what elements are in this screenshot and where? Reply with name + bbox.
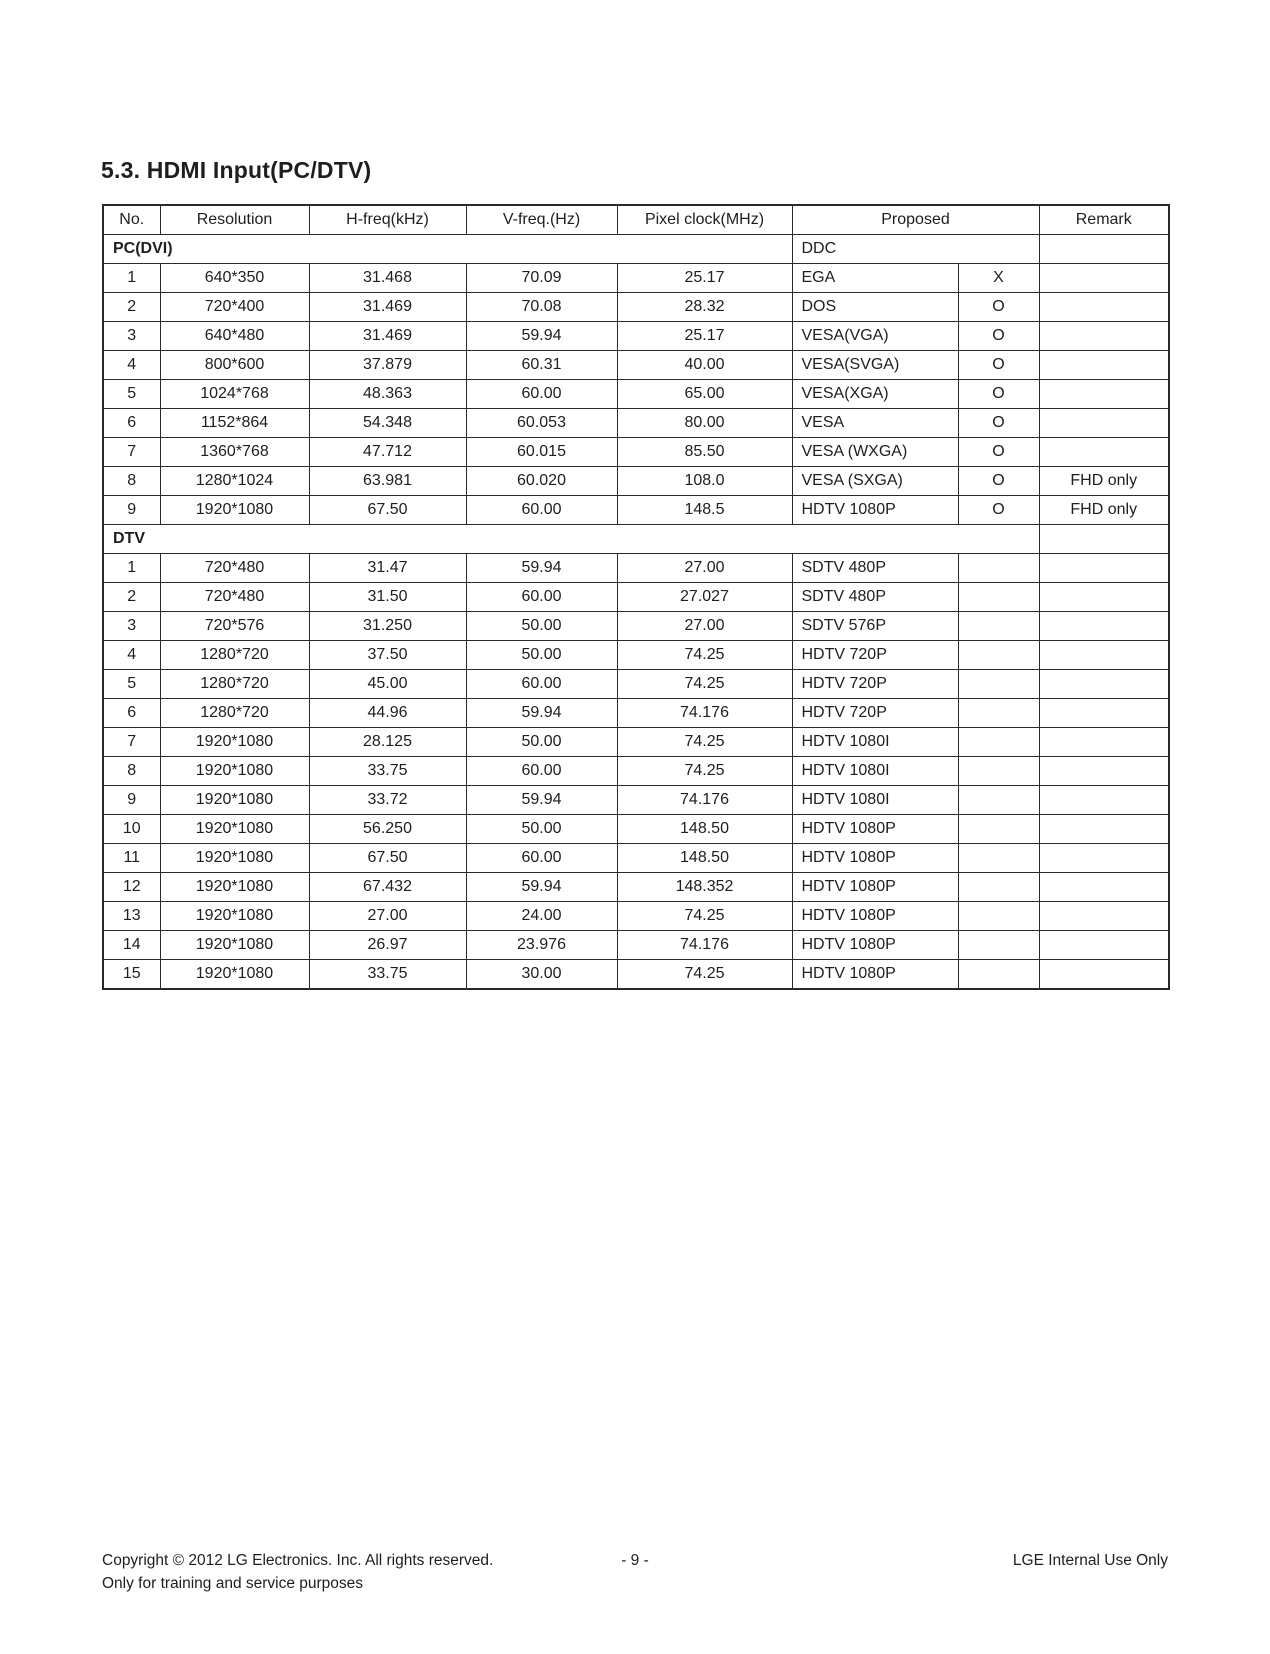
cell-resolution: 1920*1080 <box>160 728 309 757</box>
cell-v-freq: 24.00 <box>466 902 617 931</box>
cell-proposed: SDTV 576P <box>792 612 958 641</box>
cell-pixel-clock: 28.32 <box>617 293 792 322</box>
cell-proposed: VESA (WXGA) <box>792 438 958 467</box>
cell-no: 15 <box>103 960 160 990</box>
cell-remark <box>1039 844 1169 873</box>
cell-pixel-clock: 148.352 <box>617 873 792 902</box>
cell-proposed-status <box>958 873 1039 902</box>
header-cell-remark: Remark <box>1039 205 1169 235</box>
cell-proposed-status <box>958 931 1039 960</box>
cell-proposed-status: O <box>958 409 1039 438</box>
table-row <box>103 728 1169 757</box>
cell-proposed: VESA(SVGA) <box>792 351 958 380</box>
cell-pixel-clock: 74.176 <box>617 699 792 728</box>
cell-proposed: VESA(VGA) <box>792 322 958 351</box>
cell-proposed-status <box>958 757 1039 786</box>
cell-no: 12 <box>103 873 160 902</box>
cell-pixel-clock: 74.176 <box>617 786 792 815</box>
cell-proposed-status <box>958 554 1039 583</box>
cell-resolution: 640*480 <box>160 322 309 351</box>
cell-v-freq: 59.94 <box>466 554 617 583</box>
cell-resolution: 720*400 <box>160 293 309 322</box>
cell-proposed-status <box>958 844 1039 873</box>
cell-proposed-status <box>958 670 1039 699</box>
cell-proposed-status: O <box>958 467 1039 496</box>
cell-v-freq: 60.31 <box>466 351 617 380</box>
cell-pixel-clock: 148.50 <box>617 815 792 844</box>
cell-pixel-clock: 148.50 <box>617 844 792 873</box>
cell-proposed: HDTV 1080P <box>792 496 958 525</box>
cell-proposed: VESA <box>792 409 958 438</box>
header-cell-no: No. <box>103 205 160 235</box>
cell-pixel-clock: 74.25 <box>617 641 792 670</box>
table-row <box>103 815 1169 844</box>
cell-proposed: HDTV 1080P <box>792 931 958 960</box>
cell-resolution: 720*480 <box>160 583 309 612</box>
cell-proposed: HDTV 1080I <box>792 728 958 757</box>
cell-no: 3 <box>103 322 160 351</box>
cell-no: 6 <box>103 699 160 728</box>
cell-v-freq: 50.00 <box>466 815 617 844</box>
table-row <box>103 873 1169 902</box>
section-note-cell: DDC <box>792 235 1039 264</box>
cell-proposed: HDTV 1080P <box>792 902 958 931</box>
table-row <box>103 699 1169 728</box>
cell-resolution: 1360*768 <box>160 438 309 467</box>
table-row <box>103 844 1169 873</box>
cell-remark <box>1039 264 1169 293</box>
cell-proposed: HDTV 1080P <box>792 844 958 873</box>
cell-proposed: HDTV 1080I <box>792 786 958 815</box>
cell-v-freq: 59.94 <box>466 873 617 902</box>
cell-no: 8 <box>103 757 160 786</box>
cell-proposed: EGA <box>792 264 958 293</box>
cell-no: 5 <box>103 380 160 409</box>
cell-v-freq: 50.00 <box>466 612 617 641</box>
cell-h-freq: 67.50 <box>309 844 466 873</box>
cell-remark <box>1039 293 1169 322</box>
hdmi-table-body <box>103 235 1169 990</box>
cell-no: 8 <box>103 467 160 496</box>
cell-resolution: 1920*1080 <box>160 931 309 960</box>
cell-no: 1 <box>103 264 160 293</box>
cell-remark <box>1039 873 1169 902</box>
cell-remark <box>1039 931 1169 960</box>
cell-h-freq: 48.363 <box>309 380 466 409</box>
cell-pixel-clock: 74.176 <box>617 931 792 960</box>
cell-pixel-clock: 148.5 <box>617 496 792 525</box>
cell-proposed: VESA (SXGA) <box>792 467 958 496</box>
cell-proposed: HDTV 1080P <box>792 815 958 844</box>
cell-remark <box>1039 322 1169 351</box>
cell-h-freq: 31.47 <box>309 554 466 583</box>
cell-no: 9 <box>103 496 160 525</box>
hdmi-timing-table <box>102 204 1170 990</box>
cell-proposed-status: O <box>958 438 1039 467</box>
cell-h-freq: 37.50 <box>309 641 466 670</box>
cell-v-freq: 59.94 <box>466 786 617 815</box>
cell-no: 7 <box>103 728 160 757</box>
cell-proposed: HDTV 720P <box>792 699 958 728</box>
cell-resolution: 1280*720 <box>160 699 309 728</box>
section-remark-cell <box>1039 235 1169 264</box>
cell-remark <box>1039 438 1169 467</box>
cell-pixel-clock: 74.25 <box>617 757 792 786</box>
table-row <box>103 554 1169 583</box>
cell-pixel-clock: 40.00 <box>617 351 792 380</box>
cell-proposed: HDTV 1080P <box>792 960 958 990</box>
cell-proposed-status: O <box>958 322 1039 351</box>
cell-proposed-status: O <box>958 293 1039 322</box>
section-row <box>103 525 1169 554</box>
cell-remark <box>1039 612 1169 641</box>
header-cell-proposed: Proposed <box>792 205 1039 235</box>
cell-h-freq: 27.00 <box>309 902 466 931</box>
table-row <box>103 467 1169 496</box>
table-row <box>103 409 1169 438</box>
section-label-cell: DTV <box>103 525 1039 554</box>
cell-no: 4 <box>103 641 160 670</box>
cell-resolution: 1920*1080 <box>160 873 309 902</box>
cell-h-freq: 31.250 <box>309 612 466 641</box>
cell-no: 6 <box>103 409 160 438</box>
cell-no: 2 <box>103 583 160 612</box>
cell-resolution: 720*576 <box>160 612 309 641</box>
cell-proposed: SDTV 480P <box>792 583 958 612</box>
cell-v-freq: 59.94 <box>466 322 617 351</box>
cell-h-freq: 33.75 <box>309 757 466 786</box>
cell-remark <box>1039 670 1169 699</box>
cell-resolution: 1920*1080 <box>160 786 309 815</box>
header-cell-h-freq: H-freq(kHz) <box>309 205 466 235</box>
cell-pixel-clock: 27.00 <box>617 612 792 641</box>
cell-proposed-status: X <box>958 264 1039 293</box>
cell-v-freq: 60.00 <box>466 670 617 699</box>
cell-h-freq: 67.50 <box>309 496 466 525</box>
cell-v-freq: 50.00 <box>466 728 617 757</box>
cell-pixel-clock: 108.0 <box>617 467 792 496</box>
table-row <box>103 641 1169 670</box>
cell-h-freq: 45.00 <box>309 670 466 699</box>
cell-remark <box>1039 815 1169 844</box>
cell-v-freq: 50.00 <box>466 641 617 670</box>
cell-resolution: 800*600 <box>160 351 309 380</box>
cell-resolution: 1280*1024 <box>160 467 309 496</box>
cell-v-freq: 30.00 <box>466 960 617 990</box>
cell-remark <box>1039 583 1169 612</box>
cell-proposed: HDTV 720P <box>792 670 958 699</box>
cell-no: 10 <box>103 815 160 844</box>
cell-h-freq: 47.712 <box>309 438 466 467</box>
cell-remark <box>1039 554 1169 583</box>
section-label-cell: PC(DVI) <box>103 235 792 264</box>
cell-no: 13 <box>103 902 160 931</box>
cell-no: 3 <box>103 612 160 641</box>
cell-h-freq: 37.879 <box>309 351 466 380</box>
cell-proposed-status <box>958 612 1039 641</box>
table-row <box>103 786 1169 815</box>
table-row <box>103 902 1169 931</box>
table-row <box>103 380 1169 409</box>
cell-v-freq: 70.09 <box>466 264 617 293</box>
cell-pixel-clock: 25.17 <box>617 322 792 351</box>
cell-v-freq: 60.015 <box>466 438 617 467</box>
cell-no: 9 <box>103 786 160 815</box>
cell-remark <box>1039 409 1169 438</box>
table-row <box>103 960 1169 990</box>
cell-h-freq: 28.125 <box>309 728 466 757</box>
cell-no: 4 <box>103 351 160 380</box>
page-title: 5.3. HDMI Input(PC/DTV) <box>101 157 372 183</box>
cell-v-freq: 70.08 <box>466 293 617 322</box>
cell-proposed: DOS <box>792 293 958 322</box>
cell-h-freq: 31.469 <box>309 322 466 351</box>
cell-no: 2 <box>103 293 160 322</box>
cell-no: 14 <box>103 931 160 960</box>
cell-v-freq: 60.00 <box>466 844 617 873</box>
cell-h-freq: 26.97 <box>309 931 466 960</box>
table-header-row <box>103 205 1169 235</box>
footer-copyright-line2: Only for training and service purposes <box>102 1575 364 1592</box>
cell-remark <box>1039 757 1169 786</box>
cell-h-freq: 33.75 <box>309 960 466 990</box>
cell-resolution: 1024*768 <box>160 380 309 409</box>
cell-v-freq: 60.00 <box>466 380 617 409</box>
cell-resolution: 1920*1080 <box>160 815 309 844</box>
cell-pixel-clock: 74.25 <box>617 960 792 990</box>
footer-copyright-line1: Copyright © 2012 LG Electronics. Inc. All rights reserved. <box>102 1552 494 1569</box>
table-row <box>103 583 1169 612</box>
cell-no: 11 <box>103 844 160 873</box>
cell-proposed-status <box>958 786 1039 815</box>
cell-h-freq: 31.469 <box>309 293 466 322</box>
footer-page-number: - 9 - <box>621 1552 649 1569</box>
cell-resolution: 1920*1080 <box>160 902 309 931</box>
section-row <box>103 235 1169 264</box>
cell-pixel-clock: 25.17 <box>617 264 792 293</box>
cell-resolution: 1920*1080 <box>160 960 309 990</box>
table-row <box>103 264 1169 293</box>
table-row <box>103 931 1169 960</box>
cell-h-freq: 31.468 <box>309 264 466 293</box>
table-row <box>103 670 1169 699</box>
cell-proposed-status <box>958 699 1039 728</box>
cell-proposed-status: O <box>958 351 1039 380</box>
cell-proposed-status <box>958 960 1039 990</box>
cell-remark <box>1039 960 1169 990</box>
cell-proposed-status <box>958 728 1039 757</box>
cell-proposed-status <box>958 641 1039 670</box>
table-row <box>103 438 1169 467</box>
cell-v-freq: 60.00 <box>466 757 617 786</box>
header-cell-resolution: Resolution <box>160 205 309 235</box>
cell-h-freq: 31.50 <box>309 583 466 612</box>
cell-resolution: 720*480 <box>160 554 309 583</box>
cell-pixel-clock: 27.00 <box>617 554 792 583</box>
cell-remark <box>1039 380 1169 409</box>
cell-remark <box>1039 641 1169 670</box>
cell-proposed-status <box>958 902 1039 931</box>
table-row <box>103 351 1169 380</box>
cell-pixel-clock: 74.25 <box>617 902 792 931</box>
cell-remark <box>1039 351 1169 380</box>
cell-no: 7 <box>103 438 160 467</box>
cell-h-freq: 54.348 <box>309 409 466 438</box>
cell-remark <box>1039 902 1169 931</box>
cell-resolution: 1280*720 <box>160 670 309 699</box>
cell-proposed-status <box>958 583 1039 612</box>
cell-remark <box>1039 699 1169 728</box>
cell-resolution: 1280*720 <box>160 641 309 670</box>
cell-pixel-clock: 85.50 <box>617 438 792 467</box>
cell-resolution: 1920*1080 <box>160 496 309 525</box>
table-row <box>103 757 1169 786</box>
table-row <box>103 293 1169 322</box>
cell-remark <box>1039 786 1169 815</box>
cell-v-freq: 23.976 <box>466 931 617 960</box>
cell-v-freq: 59.94 <box>466 699 617 728</box>
cell-no: 1 <box>103 554 160 583</box>
cell-pixel-clock: 65.00 <box>617 380 792 409</box>
header-cell-pixel-clock: Pixel clock(MHz) <box>617 205 792 235</box>
cell-h-freq: 56.250 <box>309 815 466 844</box>
cell-h-freq: 67.432 <box>309 873 466 902</box>
cell-proposed: VESA(XGA) <box>792 380 958 409</box>
cell-proposed-status <box>958 815 1039 844</box>
cell-remark: FHD only <box>1039 496 1169 525</box>
cell-resolution: 1920*1080 <box>160 844 309 873</box>
cell-proposed: HDTV 1080I <box>792 757 958 786</box>
cell-remark <box>1039 728 1169 757</box>
table-row <box>103 612 1169 641</box>
cell-h-freq: 33.72 <box>309 786 466 815</box>
cell-h-freq: 44.96 <box>309 699 466 728</box>
table-row <box>103 496 1169 525</box>
cell-h-freq: 63.981 <box>309 467 466 496</box>
cell-resolution: 1152*864 <box>160 409 309 438</box>
cell-pixel-clock: 27.027 <box>617 583 792 612</box>
table-row <box>103 322 1169 351</box>
cell-proposed-status: O <box>958 380 1039 409</box>
cell-proposed: HDTV 720P <box>792 641 958 670</box>
cell-proposed: HDTV 1080P <box>792 873 958 902</box>
cell-v-freq: 60.00 <box>466 496 617 525</box>
cell-no: 5 <box>103 670 160 699</box>
cell-pixel-clock: 80.00 <box>617 409 792 438</box>
cell-resolution: 1920*1080 <box>160 757 309 786</box>
cell-proposed-status: O <box>958 496 1039 525</box>
cell-proposed: SDTV 480P <box>792 554 958 583</box>
header-cell-v-freq: V-freq.(Hz) <box>466 205 617 235</box>
cell-remark: FHD only <box>1039 467 1169 496</box>
cell-v-freq: 60.00 <box>466 583 617 612</box>
footer-right-note: LGE Internal Use Only <box>1012 1552 1168 1569</box>
cell-v-freq: 60.020 <box>466 467 617 496</box>
section-remark-cell <box>1039 525 1169 554</box>
cell-pixel-clock: 74.25 <box>617 670 792 699</box>
cell-pixel-clock: 74.25 <box>617 728 792 757</box>
cell-resolution: 640*350 <box>160 264 309 293</box>
cell-v-freq: 60.053 <box>466 409 617 438</box>
